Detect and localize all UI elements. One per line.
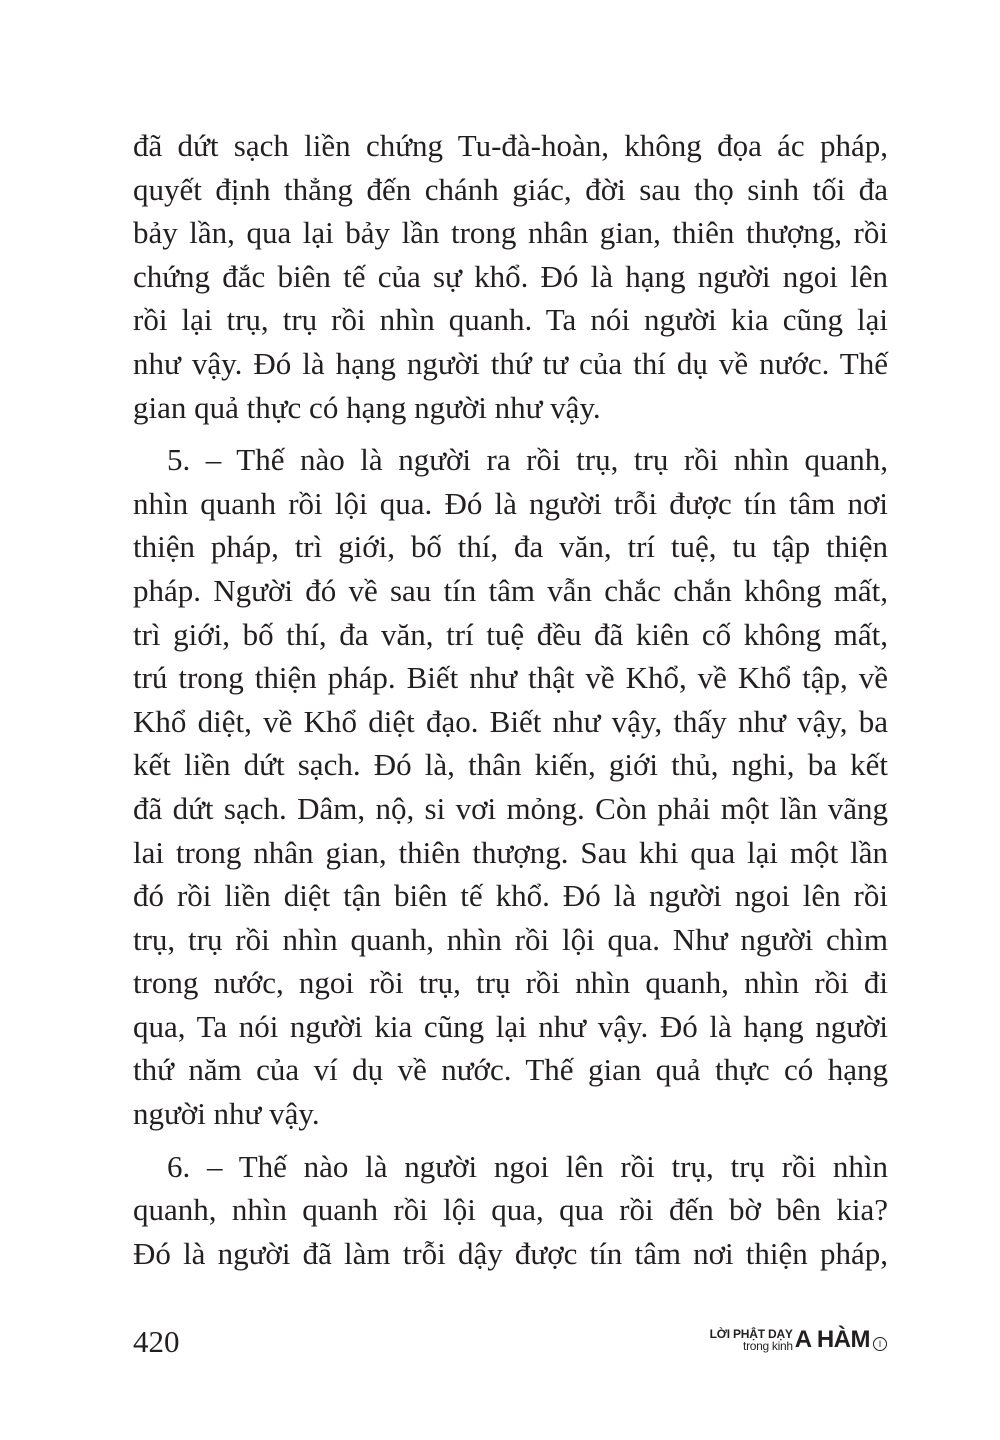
text-line: quanh, nhìn quanh rồi lội qua, qua rồi đến bờ bên kia? <box>133 1192 888 1228</box>
text-line: trụ, trụ rồi nhìn quanh, nhìn rồi lội qua. Như người chìm <box>133 921 888 957</box>
text-line: Đó là người đã làm trỗi dậy được tín tâm nơi thiện pháp, <box>133 1235 888 1271</box>
running-title-top: LỜI PHẬT DẠY <box>709 1327 793 1341</box>
text-line: trì giới, bố thí, đa văn, trí tuệ đều đã kiên cố không mất, <box>133 616 888 652</box>
text-line: rồi lại trụ, trụ rồi nhìn quanh. Ta nói người kia cũng lại <box>133 302 888 338</box>
text-line: Khổ diệt, về Khổ diệt đạo. Biết như vậy, thấy như vậy, ba <box>133 703 888 739</box>
text-line: 5. – Thế nào là người ra rồi trụ, trụ rồi nhìn quanh, <box>167 442 888 478</box>
text-line: thiện pháp, trì giới, bố thí, đa văn, trí tuệ, tu tập thiện <box>133 529 888 565</box>
text-line: như vậy. Đó là hạng người thứ tư của thí dụ về nước. Thế <box>133 345 888 381</box>
text-line: người như vậy. <box>133 1096 320 1132</box>
text-line: 6. – Thế nào là người ngoi lên rồi trụ, trụ rồi nhìn <box>167 1148 888 1184</box>
text-line: kết liền dứt sạch. Đó là, thân kiến, giới thủ, nghi, ba kết <box>133 747 888 783</box>
paragraph-2 <box>133 438 888 1136</box>
running-title-bottom: trong kinh <box>743 1339 793 1353</box>
paragraph-1 <box>133 124 888 429</box>
text-line: gian quả thực có hạng người như vậy. <box>133 389 601 425</box>
text-line: nhìn quanh rồi lội qua. Đó là người trỗi được tín tâm nơi <box>133 485 888 521</box>
text-line: qua, Ta nói người kia cũng lại như vậy. Đó là hạng người <box>133 1008 888 1044</box>
volume-mark: I <box>873 1337 887 1351</box>
page-number: 420 <box>133 1324 180 1359</box>
text-line: pháp. Người đó về sau tín tâm vẫn chắc chắn không mất, <box>133 572 888 608</box>
body-text <box>133 124 888 1275</box>
text-line: chứng đắc biên tế của sự khổ. Đó là hạng người ngoi lên <box>133 258 888 294</box>
text-line: đã dứt sạch. Dâm, nộ, si vơi mỏng. Còn phải một lần vãng <box>133 790 888 826</box>
text-line: thứ năm của ví dụ về nước. Thế gian quả thực có hạng <box>133 1052 888 1088</box>
text-line: quyết định thẳng đến chánh giác, đời sau thọ sinh tối đa <box>133 171 888 207</box>
running-title-main: A HÀM <box>794 1326 870 1353</box>
text-line: đó rồi liền diệt tận biên tế khổ. Đó là người ngoi lên rồi <box>133 878 888 914</box>
running-title <box>710 1327 887 1353</box>
text-line: bảy lần, qua lại bảy lần trong nhân gian, thiên thượng, rồi <box>133 215 888 251</box>
running-title-small <box>710 1328 793 1352</box>
paragraph-3 <box>133 1145 888 1276</box>
text-line: trú trong thiện pháp. Biết như thật về Khổ, về Khổ tập, về <box>133 660 888 696</box>
text-line: đã dứt sạch liền chứng Tu-đà-hoàn, không đọa ác pháp, <box>133 128 888 163</box>
text-line: trong nước, ngoi rồi trụ, trụ rồi nhìn quanh, nhìn rồi đi <box>133 965 888 1001</box>
text-line: lai trong nhân gian, thiên thượng. Sau khi qua lại một lần <box>133 834 888 870</box>
